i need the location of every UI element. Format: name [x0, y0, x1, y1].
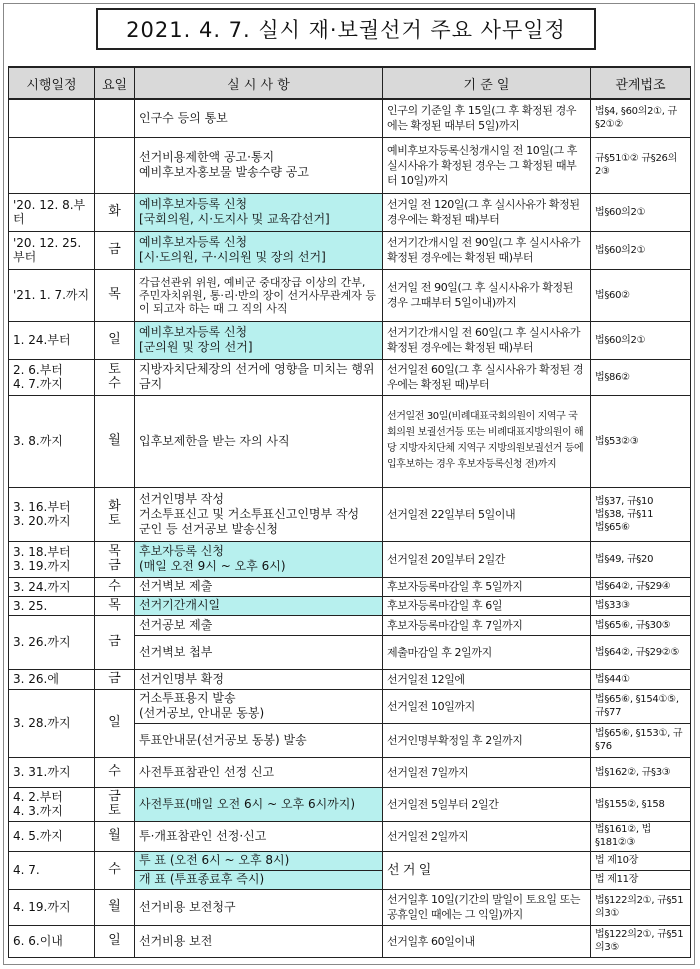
day-cell: 월	[95, 889, 135, 925]
item-text: 예비후보자홍보물 발송수량 공고	[139, 165, 309, 179]
item-text: 사전투표(매일 오전 6시 ~ 오후 6시까지)	[139, 796, 356, 811]
day-cell	[95, 137, 135, 193]
date-cell	[9, 137, 95, 193]
item-text: (매일 오전 9시 ~ 오후 6시)	[139, 559, 286, 573]
day-cell: 일	[95, 689, 135, 757]
item-text: 선거비용제한액 공고·통지	[139, 150, 275, 164]
day-cell: 목	[95, 596, 135, 615]
table-row	[9, 321, 691, 359]
day-cell: 일	[95, 925, 135, 957]
table-row	[9, 193, 691, 231]
date-cell: 3. 25.	[9, 596, 95, 615]
table-row	[9, 395, 691, 487]
law-cell: 법§86②	[591, 359, 691, 395]
day-cell: 수	[95, 851, 135, 889]
day-cell: 금	[95, 615, 135, 669]
basis-cell: 선 거 일	[383, 851, 591, 889]
item-text: 투표안내문(선거공보 동봉) 발송	[139, 732, 307, 747]
item-text: 선거비용 보전청구	[139, 899, 236, 914]
basis-cell: 선거일전 7일까지	[383, 757, 591, 787]
date-cell	[9, 99, 95, 137]
date-cell: '20. 12. 25.부터	[9, 231, 95, 269]
header-items: 실 시 사 항	[135, 67, 383, 99]
day-cell: 금	[95, 669, 135, 689]
item-text: 선거비용 보전	[139, 933, 213, 948]
basis-cell: 선거기간개시일 전 60일(그 후 실시사유가 확정된 경우에는 확정된 때)부터	[383, 321, 591, 359]
date-cell: 3. 24.까지	[9, 577, 95, 596]
item-text: [국회의원, 시·도지사 및 교육감선거]	[139, 212, 330, 226]
basis-cell: 선거일전 60일(그 후 실시사유가 확정된 경우에는 확정된 때)부터	[383, 359, 591, 395]
basis-cell: 후보자등록마감일 후 5일까지	[383, 577, 591, 596]
basis-cell: 선거일전 22일부터 5일이내	[383, 487, 591, 541]
item-cell-highlighted	[135, 787, 383, 821]
law-text: 법§38, 규§11	[595, 508, 654, 520]
law-cell: 법§162②, 규§3③	[591, 757, 691, 787]
table-row	[9, 137, 691, 193]
day-cell: 월	[95, 395, 135, 487]
item-text: 군인 등 선거공보 발송신청	[139, 521, 278, 536]
item-text: (선거공보, 안내문 동봉)	[139, 706, 265, 720]
item-cell	[135, 359, 383, 395]
law-cell: 법§161②, 법§181②③	[591, 821, 691, 851]
table-row	[9, 757, 691, 787]
header-law: 관계법조	[591, 67, 691, 99]
law-cell: 법§64②, 규§29④	[591, 577, 691, 596]
item-cell	[135, 487, 383, 541]
law-cell: 규§51①② 규§26의2③	[591, 137, 691, 193]
law-cell: 법 제10장	[591, 851, 691, 870]
item-cell	[135, 635, 383, 669]
date-cell: 3. 31.까지	[9, 757, 95, 787]
law-cell: 법§122의2①, 규§51의3⑤	[591, 925, 691, 957]
day-cell: 일	[95, 321, 135, 359]
table-header-row	[9, 67, 691, 99]
item-text: 거소투표용지 발송	[139, 691, 236, 705]
item-cell-highlighted	[135, 321, 383, 359]
item-cell	[135, 577, 383, 596]
item-cell-highlighted	[135, 231, 383, 269]
table-row	[9, 669, 691, 689]
item-text: 입후보제한을 받는 자의 사직	[139, 433, 290, 448]
basis-cell: 후보자등록마감일 후 6일	[383, 596, 591, 615]
date-cell: '21. 1. 7.까지	[9, 269, 95, 321]
table-row	[9, 231, 691, 269]
item-text: 개 표 (투표종료후 즉시)	[139, 872, 265, 886]
basis-cell: 선거기간개시일 전 90일(그 후 실시사유가 확정된 경우에는 확정된 때)부터	[383, 231, 591, 269]
item-cell-highlighted	[135, 596, 383, 615]
law-text: 법§37, 규§10	[595, 495, 654, 507]
item-text: 투·개표참관인 선정·신고	[139, 828, 267, 843]
item-text: 예비후보자등록 신청	[139, 325, 248, 339]
page-title: 2021. 4. 7. 실시 재·보궐선거 주요 사무일정	[96, 8, 596, 50]
day-cell: 금	[95, 231, 135, 269]
basis-cell: 선거일전 10일까지	[383, 689, 591, 723]
date-cell: 2. 6.부터 4. 7.까지	[9, 359, 95, 395]
basis-cell: 선거일전 5일부터 2일간	[383, 787, 591, 821]
item-cell-highlighted	[135, 541, 383, 577]
law-cell: 법§64②, 규§29②⑤	[591, 635, 691, 669]
item-text: 예비후보자등록 신청	[139, 235, 248, 249]
date-cell: 1. 24.부터	[9, 321, 95, 359]
basis-cell: 예비후보자등록신청개시일 전 10일(그 후 실시사유가 확정된 경우는 그 확정된 때부터 10일)까지	[383, 137, 591, 193]
item-cell	[135, 925, 383, 957]
item-text: 각급선관위 위원, 예비군 중대장급 이상의 간부, 주민자치위원, 통·리·반의 장이 선거사무관계자 등이 되고자 하는 때 그 직의 사직	[139, 275, 376, 315]
item-cell	[135, 723, 383, 757]
item-cell	[135, 395, 383, 487]
table-row	[9, 689, 691, 723]
table-row	[9, 269, 691, 321]
basis-cell: 선거일후 60일이내	[383, 925, 591, 957]
law-cell: 법§60의2①	[591, 193, 691, 231]
law-cell: 법§60의2①	[591, 321, 691, 359]
item-text: 지방자치단체장의 선거에 영향을 미치는 행위 금지	[139, 362, 375, 391]
item-text: 선거벽보 첩부	[139, 644, 213, 659]
law-cell: 법§65⑥, §154①⑤, 규§77	[591, 689, 691, 723]
basis-cell: 선거일전 20일부터 2일간	[383, 541, 591, 577]
date-cell: 6. 6.이내	[9, 925, 95, 957]
date-cell: 4. 2.부터 4. 3.까지	[9, 787, 95, 821]
item-text: 선거공보 제출	[139, 617, 213, 632]
item-cell	[135, 615, 383, 635]
item-cell-highlighted	[135, 851, 383, 870]
table-row	[9, 821, 691, 851]
basis-cell: 선거일후 10일(기간의 말일이 토요일 또는 공휴일인 때에는 그 익일)까지	[383, 889, 591, 925]
basis-cell: 선거일전 30일(비례대표국회의원이 지역구 국회의원 보궐선거등 또는 비례대표지방의원이 해당 지방자치단체 지역구 지방의원보궐선거 등에 입후보하는 경우 후보자등록신청 전)까지	[383, 395, 591, 487]
day-cell	[95, 99, 135, 137]
item-cell	[135, 669, 383, 689]
basis-cell: 선거인명부확정일 후 2일까지	[383, 723, 591, 757]
basis-cell: 선거일 전 120일(그 후 실시사유가 확정된 경우에는 확정된 때)부터	[383, 193, 591, 231]
item-text: 후보자등록 신청	[139, 544, 224, 558]
item-cell	[135, 269, 383, 321]
item-text: 사전투표참관인 선정 신고	[139, 764, 275, 779]
item-cell-highlighted	[135, 870, 383, 889]
header-day: 요일	[95, 67, 135, 99]
item-text: [군의원 및 장의 선거]	[139, 340, 253, 354]
law-cell: 법§53②③	[591, 395, 691, 487]
item-cell-highlighted	[135, 193, 383, 231]
item-text: 예비후보자등록 신청	[139, 197, 248, 211]
date-cell: 3. 26.까지	[9, 615, 95, 669]
law-cell: 법§65⑥, §153①, 규§76	[591, 723, 691, 757]
date-cell: 4. 7.	[9, 851, 95, 889]
basis-cell: 제출마감일 후 2일까지	[383, 635, 591, 669]
day-cell: 목	[95, 269, 135, 321]
date-cell: 3. 8.까지	[9, 395, 95, 487]
item-cell	[135, 821, 383, 851]
item-cell	[135, 99, 383, 137]
header-date: 시행일정	[9, 67, 95, 99]
table-row	[9, 925, 691, 957]
table-row	[9, 99, 691, 137]
law-cell	[591, 487, 691, 541]
basis-cell: 선거일 전 90일(그 후 실시사유가 확정된 경우 그때부터 5일이내)까지	[383, 269, 591, 321]
header-basis: 기 준 일	[383, 67, 591, 99]
item-text: 인구수 등의 통보	[139, 110, 228, 125]
table-row	[9, 577, 691, 596]
table-row	[9, 487, 691, 541]
day-cell: 월	[95, 821, 135, 851]
date-cell: 3. 16.부터 3. 20.까지	[9, 487, 95, 541]
law-cell: 법§60의2①	[591, 231, 691, 269]
item-text: [시·도의원, 구·시의원 및 장의 선거]	[139, 250, 326, 264]
date-cell: 3. 26.에	[9, 669, 95, 689]
day-cell: 수	[95, 757, 135, 787]
date-cell: '20. 12. 8.부터	[9, 193, 95, 231]
law-cell: 법§155②, §158	[591, 787, 691, 821]
day-cell: 토 수	[95, 359, 135, 395]
table-row	[9, 851, 691, 870]
table-row	[9, 359, 691, 395]
law-cell: 법 제11장	[591, 870, 691, 889]
day-cell: 수	[95, 577, 135, 596]
law-cell: 법§4, §60의2①, 규§2①②	[591, 99, 691, 137]
item-cell	[135, 889, 383, 925]
date-cell: 3. 28.까지	[9, 689, 95, 757]
date-cell: 4. 19.까지	[9, 889, 95, 925]
item-cell	[135, 757, 383, 787]
law-cell: 법§49, 규§20	[591, 541, 691, 577]
law-text: 법§65⑥	[595, 521, 630, 533]
item-text: 선거인명부 작성	[139, 491, 224, 506]
item-cell	[135, 689, 383, 723]
item-text: 선거기간개시일	[139, 598, 221, 612]
basis-cell: 선거일전 2일까지	[383, 821, 591, 851]
table-row	[9, 596, 691, 615]
day-cell: 화 토	[95, 487, 135, 541]
law-cell: 법§44①	[591, 669, 691, 689]
day-cell: 금 토	[95, 787, 135, 821]
item-text: 선거인명부 확정	[139, 671, 224, 686]
table-row	[9, 889, 691, 925]
schedule-table	[8, 66, 691, 958]
item-text: 투 표 (오전 6시 ~ 오후 8시)	[139, 853, 290, 867]
basis-cell: 인구의 기준일 후 15일(그 후 확정된 경우에는 확정된 때부터 5일)까지	[383, 99, 591, 137]
item-cell	[135, 137, 383, 193]
table-row	[9, 787, 691, 821]
date-cell: 4. 5.까지	[9, 821, 95, 851]
law-cell: 법§122의2①, 규§51의3①	[591, 889, 691, 925]
day-cell: 화	[95, 193, 135, 231]
law-cell: 법§60②	[591, 269, 691, 321]
law-cell: 법§65⑥, 규§30⑤	[591, 615, 691, 635]
date-cell: 3. 18.부터 3. 19.까지	[9, 541, 95, 577]
basis-cell: 선거일전 12일에	[383, 669, 591, 689]
table-row	[9, 541, 691, 577]
law-cell: 법§33③	[591, 596, 691, 615]
table-row	[9, 615, 691, 635]
day-cell: 목 금	[95, 541, 135, 577]
item-text: 선거벽보 제출	[139, 579, 213, 593]
basis-cell: 후보자등록마감일 후 7일까지	[383, 615, 591, 635]
item-text: 거소투표신고 및 거소투표신고인명부 작성	[139, 506, 360, 521]
